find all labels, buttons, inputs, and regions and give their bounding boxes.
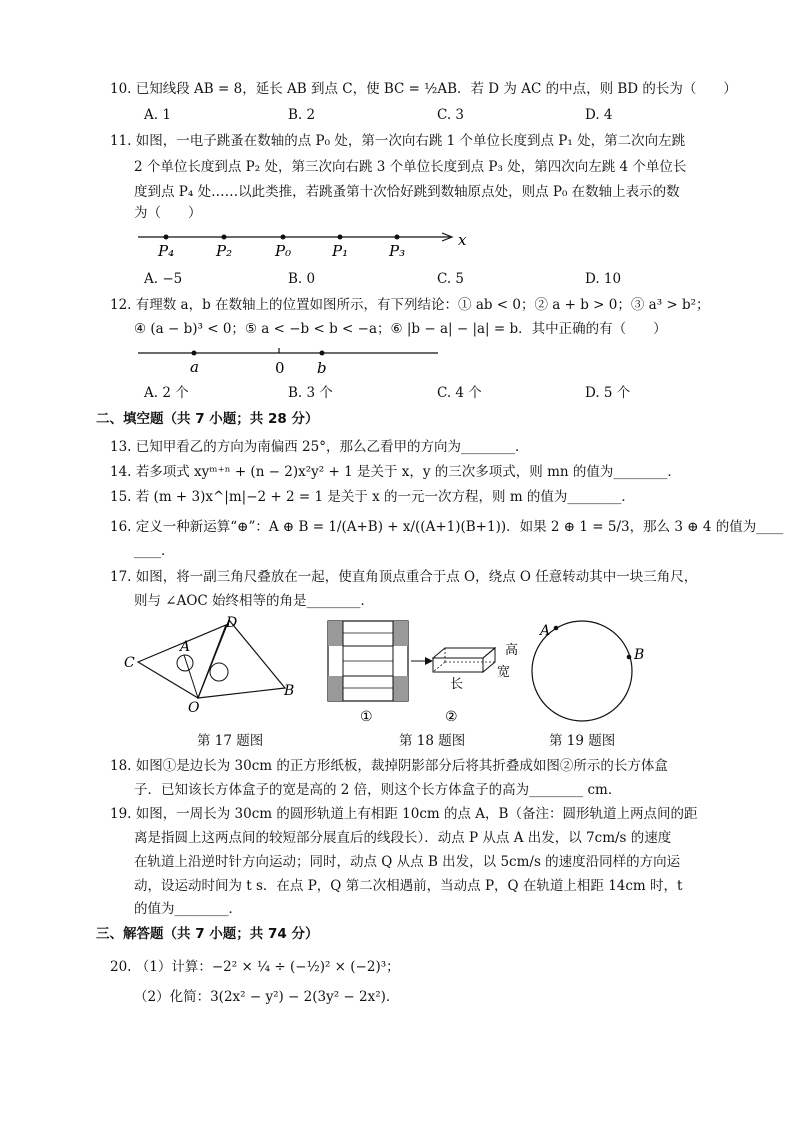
- q12-option-d: D. 5 个: [585, 385, 631, 401]
- q20-part-2: （2）化简：3(2x² − y²) − 2(3y² − 2x²)．: [134, 989, 400, 1005]
- fig18-label-1: ①: [360, 709, 373, 725]
- fig19-caption: 第 19 题图: [549, 733, 616, 749]
- q11-option-a: A. −5: [144, 271, 183, 287]
- fig17-label-d: D: [226, 615, 238, 631]
- fig18-label-width: 宽: [497, 665, 511, 680]
- q10-option-b: B. 2: [288, 107, 316, 123]
- fig17-label-o: O: [188, 700, 200, 716]
- q11-label-p0: P₀: [275, 242, 292, 260]
- q18-line-2: 子．已知该长方体盒子的宽是高的 2 倍，则这个长方体盒子的高为________ cm．: [134, 782, 622, 798]
- q12-label-zero: 0: [275, 359, 285, 377]
- q11-axis-x: x: [458, 231, 467, 249]
- q19-line-5: 的值为________．: [134, 901, 242, 917]
- q11-line-2: 2 个单位长度到点 P₂ 处，第三次向右跳 3 个单位长度到点 P₃ 处，第四次向左跳 4 个单位长: [134, 159, 687, 175]
- section-fill-in-heading: 二、填空题（共 7 小题；共 28 分）: [96, 411, 319, 427]
- q12-number-line: [138, 345, 458, 377]
- q11-label-p1: P₁: [332, 242, 349, 260]
- q18-line-1: 18. 如图①是边长为 30cm 的正方形纸板，裁掉阴影部分后将其折叠成如图②所示的长方体盒: [110, 758, 668, 774]
- q12-option-b: B. 3 个: [288, 385, 333, 401]
- fig18-label-height: 高: [505, 643, 519, 658]
- q11-line-4: 为（ ）: [134, 205, 202, 221]
- q12-option-a: A. 2 个: [144, 385, 189, 401]
- q10-option-c: C. 3: [437, 107, 465, 123]
- q11-number-line: [138, 228, 478, 258]
- q12-option-c: C. 4 个: [437, 385, 482, 401]
- fig17-label-b: B: [284, 683, 295, 699]
- q17-line-2: 则与 ∠AOC 始终相等的角是________．: [134, 593, 375, 609]
- q16-line-1: 16. 定义一种新运算“⊕”：A ⊕ B = 1/(A+B) + x/((A+1)(B+1))．如果 2 ⊕ 1 = 5/3，那么 3 ⊕ 4 的值为____: [110, 519, 784, 535]
- q17-line-1: 17. 如图，将一副三角尺叠放在一起，使直角顶点重合于点 O，绕点 O 任意转动其中一块三角尺，: [110, 569, 698, 585]
- q14: 14. 若多项式 xyᵐ⁺ⁿ + (n − 2)x²y² + 1 是关于 x，y 的三次多项式，则 mn 的值为________．: [110, 464, 681, 480]
- q20-part-1: 20. （1）计算：−2² × ¼ ÷ (−½)² × (−2)³；: [110, 959, 400, 975]
- q19-line-2: 离是指圆上这两点间的较短部分展直后的线段长）．动点 P 从点 A 出发，以 7cm/s 的速度: [134, 830, 672, 846]
- q12-label-a: a: [190, 358, 199, 376]
- q19-line-4: 动，设运动时间为 t s．在点 P，Q 第二次相遇前，当动点 P，Q 在轨道上相距 14cm 时，t: [134, 878, 683, 894]
- q12-line-1: 12. 有理数 a，b 在数轴上的位置如图所示，有下列结论：① ab < 0；② a + b > 0；③ a³ > b²；: [110, 297, 710, 313]
- fig17-caption: 第 17 题图: [197, 733, 264, 749]
- q15: 15. 若 (m + 3)x^|m|−2 + 2 = 1 是关于 x 的一元一次方程，则 m 的值为________．: [110, 489, 635, 505]
- q11-label-p3: P₃: [389, 242, 406, 260]
- q11-line-3: 度到点 P₄ 处……以此类推，若跳蚤第十次恰好跳到数轴原点处，则点 P₀ 在数轴上表示的数: [134, 184, 680, 200]
- section-solution-heading: 三、解答题（共 7 小题；共 74 分）: [96, 926, 319, 942]
- q10-option-d: D. 4: [585, 107, 613, 123]
- q19-line-3: 在轨道上沿逆时针方向运动；同时，动点 Q 从点 B 出发，以 5cm/s 的速度沿同样的方向运: [134, 854, 681, 870]
- q11-line-1: 11. 如图，一电子跳蚤在数轴的点 P₀ 处，第一次向右跳 1 个单位长度到点 P₁ 处，第二次向左跳: [110, 133, 686, 149]
- q11-option-b: B. 0: [288, 271, 316, 287]
- q16-line-2: ____．: [134, 543, 175, 559]
- q19-line-1: 19. 如图，一周长为 30cm 的圆形轨道上有相距 10cm 的点 A，B（备注：圆形轨道上两点间的距: [110, 806, 698, 822]
- fig17-label-a: A: [180, 639, 191, 655]
- q11-label-p4: P₄: [158, 242, 175, 260]
- q13: 13. 已知甲看乙的方向为南偏西 25°，那么乙看甲的方向为________．: [110, 439, 529, 455]
- fig18-box-net: [325, 618, 525, 728]
- q12-label-b: b: [317, 359, 327, 377]
- fig18-label-2: ②: [445, 709, 458, 725]
- q11-label-p2: P₂: [216, 242, 233, 260]
- fig18-label-length: 长: [450, 677, 464, 692]
- q11-option-d: D. 10: [585, 271, 622, 287]
- q10-stem: 10. 已知线段 AB = 8，延长 AB 到点 C，使 BC = ½AB．若 D 为 AC 的中点，则 BD 的长为（ ）: [110, 81, 737, 97]
- fig19-circle-track: [530, 615, 650, 735]
- q11-option-c: C. 5: [437, 271, 465, 287]
- fig19-label-a: A: [540, 623, 551, 639]
- q12-line-2: ④ (a − b)³ < 0；⑤ a < −b < b < −a；⑥ |b − a| − |a| = b．其中正确的有（ ）: [134, 321, 667, 337]
- fig17-label-c: C: [124, 655, 135, 671]
- q10-option-a: A. 1: [144, 107, 171, 123]
- fig19-label-b: B: [634, 647, 645, 663]
- fig17-set-squares: [122, 615, 302, 715]
- fig18-caption: 第 18 题图: [399, 733, 466, 749]
